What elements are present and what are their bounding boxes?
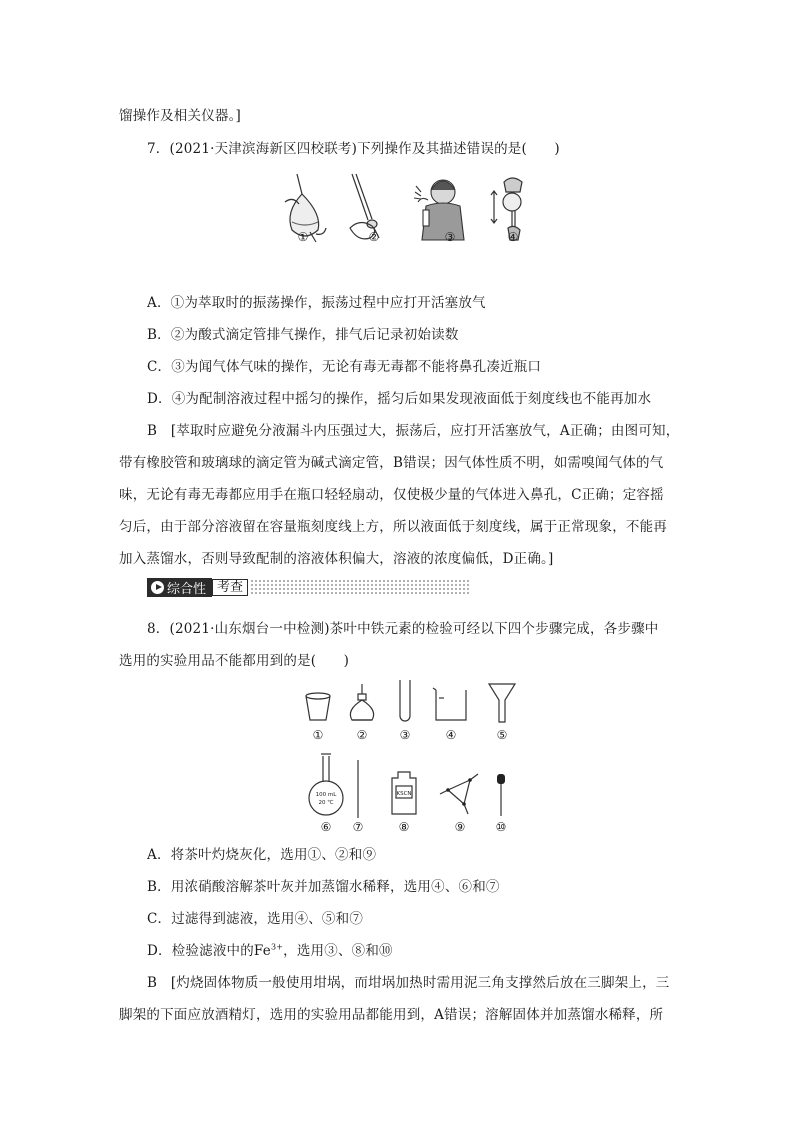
q8-fig-label-9: ⑨ bbox=[454, 820, 466, 834]
bottle-label-text: KSCN bbox=[396, 791, 412, 797]
q7-answer-line-5: 加入蒸馏水，否则导致配制的溶液体积偏大，溶液的浓度偏低，D正确。] bbox=[119, 551, 554, 567]
q8-stem-line-1: 8．(2021·山东烟台一中检测)茶叶中铁元素的检验可经以下四个步骤完成，各步骤中 bbox=[147, 621, 659, 637]
q7-fig-label-3: ③ bbox=[444, 230, 456, 244]
q8-fig-label-6: ⑥ bbox=[320, 820, 332, 834]
q8-option-b: B．用浓硝酸溶解茶叶灰并加蒸馏水稀释，选用④、⑥和⑦ bbox=[147, 879, 500, 895]
play-icon bbox=[151, 581, 164, 594]
flask-temp-text: 20 ℃ bbox=[318, 800, 334, 806]
q6-tail-text: 馏操作及相关仪器。] bbox=[119, 108, 242, 124]
q7-option-d: D．④为配制溶液过程中摇匀的操作，摇匀后如果发现液面低于刻度线也不能再加水 bbox=[147, 391, 652, 407]
q7-figure bbox=[280, 172, 540, 244]
section-banner-title-box bbox=[147, 578, 212, 597]
q7-fig-label-1: ① bbox=[297, 230, 309, 244]
q7-answer-line-4: 匀后，由于部分溶液留在容量瓶刻度线上方，所以液面低于刻度线，属于正常现象，不能再 bbox=[119, 519, 667, 535]
q8-option-d-post: ，选用③、⑧和⑩ bbox=[283, 943, 393, 959]
q8-option-d-sup: 3+ bbox=[270, 942, 284, 952]
q8-answer-line-2: 脚架的下面应放酒精灯，选用的实验用品都能用到，A错误；溶解固体并加蒸馏水稀释，所 bbox=[119, 1007, 664, 1023]
q7-answer-line-2: 带有橡胶管和玻璃球的滴定管为碱式滴定管，B错误；因气体性质不明，如需嗅闻气体的气 bbox=[119, 455, 664, 471]
q8-option-d bbox=[147, 939, 393, 959]
q8-option-c: C．过滤得到滤液，选用④、⑤和⑦ bbox=[147, 911, 364, 927]
q8-figure bbox=[296, 676, 526, 836]
q8-stem-line-2: 选用的实验用品不能都用到的是( ) bbox=[119, 653, 350, 669]
q8-apparatus-illustration bbox=[296, 676, 526, 836]
q8-fig-label-2: ② bbox=[356, 728, 368, 742]
q8-option-a: A．将茶叶灼烧灰化，选用①、②和⑨ bbox=[147, 847, 377, 863]
q7-stem: 7．(2021·天津滨海新区四校联考)下列操作及其描述错误的是( ) bbox=[147, 141, 560, 157]
q8-fig-label-5: ⑤ bbox=[496, 728, 508, 742]
q8-fig-label-8: ⑧ bbox=[398, 820, 410, 834]
q7-operations-illustration bbox=[280, 172, 540, 244]
section-dotted-rule bbox=[250, 579, 470, 596]
q7-answer-line-3: 味，无论有毒无毒都应用手在瓶口轻轻扇动，仅使极少量的气体进入鼻孔，C正确；定容摇 bbox=[119, 487, 664, 503]
q8-fig-label-10: ⑩ bbox=[495, 820, 507, 834]
q7-fig-label-4: ④ bbox=[507, 230, 519, 244]
q8-option-d-pre: D．检验滤液中的Fe bbox=[147, 943, 271, 959]
q7-option-c: C．③为闻气体气味的操作，无论有毒无毒都不能将鼻孔凑近瓶口 bbox=[147, 359, 542, 375]
q8-fig-label-1: ① bbox=[312, 728, 324, 742]
q7-option-a: A．①为萃取时的振荡操作，振荡过程中应打开活塞放气 bbox=[147, 295, 486, 311]
flask-volume-text: 100 mL bbox=[315, 792, 337, 798]
section-title: 综合性 bbox=[167, 582, 207, 597]
q7-fig-label-2: ② bbox=[368, 230, 380, 244]
q8-fig-label-7: ⑦ bbox=[352, 820, 364, 834]
q8-fig-label-4: ④ bbox=[445, 728, 457, 742]
section-banner bbox=[147, 578, 470, 597]
q8-answer-line-1: B [灼烧固体物质一般使用坩埚，而坩埚加热时需用泥三角支撑然后放在三脚架上，三 bbox=[147, 975, 670, 991]
section-tag: 考查 bbox=[212, 579, 248, 596]
q7-answer-line-1: B [萃取时应避免分液漏斗内压强过大，振荡后，应打开活塞放气，A正确；由图可知， bbox=[147, 423, 680, 439]
q7-option-b: B．②为酸式滴定管排气操作，排气后记录初始读数 bbox=[147, 327, 459, 343]
q8-fig-label-3: ③ bbox=[399, 728, 411, 742]
